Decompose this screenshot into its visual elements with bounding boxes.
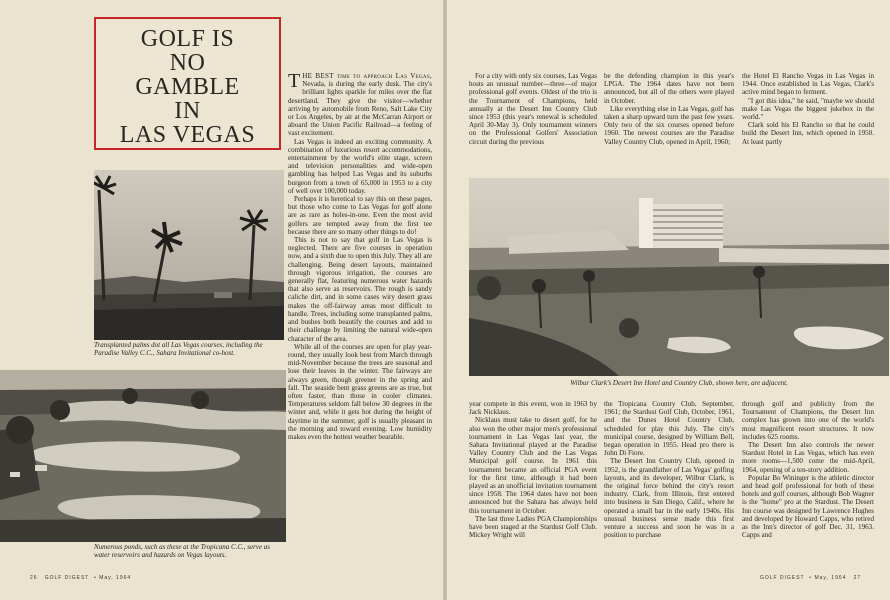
desert-inn-photo: [469, 178, 889, 376]
intro-lead: HE BEST time to approach Las Vegas,: [302, 72, 432, 80]
paragraph: year compete in this event, won in 1963 by Jack Nicklaus.: [469, 400, 597, 417]
headline-line: NO: [169, 50, 206, 76]
paragraph: Perhaps it is heretical to say this on these pages, but those who come to Las Vegas for golf alone are as rare as holes-in-one. Even the most avid golfers are tempted away from the first tee because there are so many other things to do!: [288, 195, 432, 236]
paragraph: Like everything else in Las Vegas, golf has taken a sharp upward turn the past few years. Only two of the six courses opened before 1960. The newest courses are the Paradise Valley Country Club, opened in April, 1960;: [604, 104, 734, 146]
intro-rest: Nevada, is during the early dusk. The city's brilliant lights sparkle for miles over the flat desertland. They give the visitor—whether arriving by automobile from Reno, Salt Lake City or Los Angeles, by air at the McCarran Airport or aboard the Union Pacific Railroad—a feeling of vast excitement.: [288, 80, 432, 138]
paragraph: the Hotel El Rancho Vegas in Las Vegas in 1944. Once established in Las Vegas, Clark's active mind began to ferment.: [742, 72, 874, 97]
paragraph: This is not to say that golf in Las Vegas is neglected. There are five courses in operation now, and a sixth due to open this July. They all are challenging. Being desert layouts, maintained through vigorous irrigation, the courses are generally flat, featuring numerous water hazards that also serve as reservoirs. The rough is sandy caliche dirt, and in some cases wiry desert grass makes the off-fairway areas most difficult to handle. Trees, including some transplanted palms, and bushes both beautify the courses and add to their challenge by limiting the natural wide-open character of the area.: [288, 236, 432, 343]
paragraph: Clark sold his El Rancho so that he could build the Desert Inn, which opened in 1950. At least partly: [742, 121, 874, 146]
ponds-photo: [0, 370, 286, 542]
magazine-name: GOLF DIGEST: [760, 575, 805, 581]
headline-box: [94, 17, 281, 150]
article-column-5: [469, 400, 597, 570]
paragraph: Popular Bo Wininger is the athletic director and head golf professional for both of these hotels and golf courses, although Bob Wagner is the "home" pro at the Stardust. The Desert Inn course was designed by Lawrence Hughes and developed by Howard Capps, who retired as the Inn's director of golf Dec. 31, 1963. Capps and: [742, 473, 874, 540]
paragraph: The Desert Inn Country Club, opened in 1952, is the grandfather of Las Vegas' golfing layouts, and its developer, Wilbur Clark, is the original force behind the city's resort industry. Clark, from Illinois, first entered into business in San Diego, Calif., where he operated a small bar in the early 1940s. His unusual business sense made this first venture a success and soon he was in a position to purchase: [604, 457, 734, 540]
right-footer: GOLF DIGEST • May, 1964 27: [760, 575, 862, 581]
desert-inn-caption: Wilbur Clark's Desert Inn Hotel and Country Club, shown here, are adjacent.: [570, 379, 788, 387]
article-column-4: [742, 72, 874, 172]
drop-cap: T: [288, 72, 301, 92]
left-footer: 26 GOLF DIGEST • May, 1964: [30, 575, 132, 581]
paragraph: through golf and publicity from the Tournament of Champions, the Desert Inn complex has grown into one of the world's most magnificent resort structures. It now includes 625 rooms.: [742, 400, 874, 441]
article-column-2: [469, 72, 597, 172]
paragraph: be the defending champion in this year's LPGA. The 1964 dates have not been announced, but all of the others were played in October.: [604, 72, 734, 105]
paragraph: While all of the courses are open for play year-round, they usually look best from March through mid-November because the trees are seasonal and lose their leaves in the winter. The fairways are always green, though greener in the spring and fall. The seaside bent grass greens are as true, but often faster, than those in cooler climates. Temperatures seldom fall below 30 degrees in the winter and, while it gets hot during the height of daytime in the summer, golf is usually pleasant in the morning and toward evening. Low humidity makes even the hottest weather bearable.: [288, 342, 432, 441]
paragraph: The last three Ladies PGA Championships have been staged at the Stardust Golf Club. Mickey Wright will: [469, 514, 597, 540]
palms-photo: [94, 170, 284, 340]
headline: [96, 27, 279, 147]
headline-line: GOLF IS: [140, 26, 235, 52]
issue-date: May, 1964: [814, 575, 847, 581]
article-column-3: [604, 72, 734, 172]
headline-line: IN: [174, 98, 201, 124]
page-gutter: [443, 0, 447, 600]
headline-line: GAMBLE: [135, 74, 240, 100]
headline-line: LAS VEGAS: [119, 122, 256, 148]
ponds-caption: Numerous ponds, such as these at the Tropicana C.C., serve as water reservoirs and hazards on Vegas layouts.: [94, 543, 271, 559]
palms-caption: Transplanted palms dot all Las Vegas courses, including the Paradise Valley C.C., Sahara Invitational co-host.: [94, 341, 263, 357]
article-column-1: [288, 72, 432, 567]
paragraph: Las Vegas is indeed an exciting community. A combination of luxurious resort accommodations, entertainment by the world's elite stage, screen and television personalities and wide-open gambling has helped Las Vegas and its suburbs burgeon from a town of 65,000 in 1953 to a city of well over 100,000 today.: [288, 137, 432, 195]
paragraph: The Desert Inn also controls the newer Stardust Hotel in Las Vegas, which has even more rooms—1,500 come the mid-April, 1964, opening of a ten-story addition.: [742, 441, 874, 474]
paragraph: For a city with only six courses, Las Vegas hosts an unusual number—three—of major professional golf events. Oldest of the trio is the Tournament of Champions, held annually at the Desert Inn Country Club since 1953 (this year's renewal is scheduled April 30-May 3). Only tournament winners on the Professional Golfers' Association circuit during the previous: [469, 72, 597, 146]
paragraph: the Tropicana Country Club, September, 1961; the Stardust Golf Club, October, 1961, and the Dunes Hotel Country Club, scheduled for play this July. The city's municipal course, designed by William Bell, began operation in 1955. Head pro there is John Di Fiore.: [604, 400, 734, 458]
intro-paragraph: [288, 72, 432, 138]
article-column-7: [742, 400, 874, 570]
page-number: 26: [30, 575, 38, 581]
issue-date: May, 1964: [99, 575, 132, 581]
paragraph: Nicklaus must take to desert golf, for he also won the other major men's professional tournament in Las Vegas last year, the Sahara Invitational played at the Paradise Valley Country Club and the Las Vegas Municipal golf course. In 1961 this tournament became an official PGA event for the first time, although it had been played as an unofficial invitation tournament since 1958. The 1964 dates have not been announced but the Sahara has always held this tournament in October.: [469, 416, 597, 515]
page-number: 27: [853, 575, 862, 581]
paragraph: "I got this idea," he said, "maybe we should make Las Vegas the biggest jukebox in the world.": [742, 96, 874, 122]
magazine-name: GOLF DIGEST: [44, 575, 90, 581]
article-column-6: [604, 400, 734, 570]
